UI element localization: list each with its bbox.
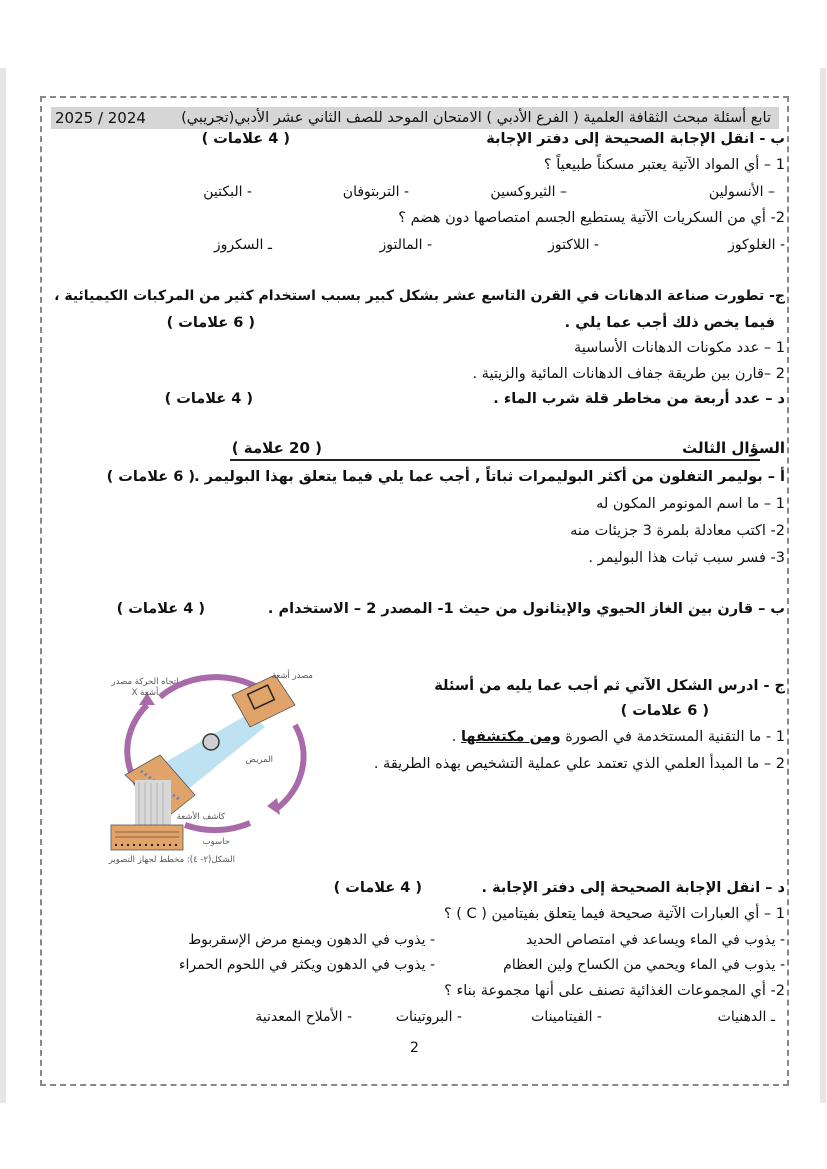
page-edge-right — [820, 68, 826, 1103]
section-b-q2-option: - الغلوكوز — [728, 237, 785, 253]
q3-part-a-item: 1 – ما اسم المونومر المكون له — [596, 496, 785, 512]
section-b-q1-option: - البكتين — [203, 184, 252, 200]
section-b-title: ب - انقل الإجابة الصحيحة إلى دفتر الإجابة — [486, 131, 785, 147]
q3-part-d-q1: 1 – أي العبارات الآتية صحيحة فيما يتعلق بفيتامين ( C ) ؟ — [443, 906, 785, 922]
header-year: 2025 / 2024 — [55, 109, 146, 127]
section-c-marks: ( 6 علامات ) — [166, 315, 255, 331]
ct-scanner-figure — [75, 665, 335, 870]
page-edge-left — [0, 68, 6, 1103]
detector-cables — [135, 780, 171, 832]
q3-part-d-q2-option: ـ الدهنيات — [717, 1009, 775, 1025]
header-title: تابع أسئلة مبحث الثقافة العلمية ( الفرع الأدبي ) الامتحان الموحد للصف الثاني عشر الأدبي(تجريبي) — [181, 110, 771, 126]
q3-part-c-item-1-underlined: ومن مكتشفها — [460, 729, 561, 745]
q3-part-c-marks: ( 6 علامات ) — [620, 703, 709, 719]
section-b-q1-option: - التربتوفان — [342, 184, 409, 200]
q3-part-c-item-2: 2 – ما المبدأ العلمي الذي تعتمد علي عملية التشخيص بهذه الطريقة . — [373, 756, 785, 772]
page-number: 2 — [410, 1040, 419, 1056]
figure-caption: الشكل(٢- ٤): مخطط لجهاز التصوير — [108, 855, 235, 865]
arrow-head-icon — [267, 798, 280, 815]
q3-part-c-text: ج - ادرس الشكل الآتي ثم أجب عما يليه من أسئلة — [434, 678, 785, 694]
figure-label-detector: كاشف الأشعة — [176, 812, 225, 822]
section-b-q2-option: - المالتوز — [379, 237, 432, 253]
section-b-q2-option: ـ السكروز — [213, 237, 272, 253]
q3-part-d-q2-option: - الأملاح المعدنية — [255, 1009, 352, 1025]
section-c-intro-2: فيما يخص ذلك أجب عما يلي . — [564, 315, 775, 331]
q3-part-d-q2-option: - الفيتامينات — [531, 1009, 602, 1025]
section-b-q2-option: - اللاكتوز — [548, 237, 599, 253]
question-3-title: السؤال الثالث — [682, 439, 785, 457]
patient-head — [203, 734, 219, 750]
q3-part-d-q1-option: - يذوب في الدهون ويمنع مرض الإسقربوط — [188, 932, 435, 948]
section-b-q1-option: – الأنسولين — [708, 184, 775, 200]
q3-part-a-item: 3- فسر سبب ثبات هذا البوليمر . — [588, 550, 785, 566]
q3-part-d-text: د – انقل الإجابة الصحيحة إلى دفتر الإجابة . — [481, 880, 785, 896]
computer — [111, 825, 183, 850]
figure-label-patient: المريض — [245, 755, 273, 765]
section-c-item: 1 – عدد مكونات الدهانات الأساسية — [573, 340, 785, 356]
section-c-intro: ج- تطورت صناعة الدهانات في القرن التاسع عشر بشكل كبير بسبب استخدام كثير من المركبات الكيميائية ، — [54, 288, 785, 304]
q3-part-b-text: ب – قارن بين الغاز الحيوي والإيثانول من حيث 1- المصدر 2 – الاستخدام . — [267, 601, 785, 617]
q3-part-c-item-1-end: . — [451, 729, 461, 745]
section-c-item: 2 –قارن بين طريقة جفاف الدهانات المائية والزيتية . — [472, 366, 785, 382]
figure-label-computer: حاسوب — [202, 837, 230, 847]
section-b-q1-option: – الثيروكسين — [490, 184, 567, 200]
q3-part-d-q2: 2- أي المجموعات الغذائية تصنف على أنها مجموعة بناء ؟ — [444, 983, 785, 999]
q3-part-a-marks: ( 6 علامات ) — [106, 469, 195, 485]
q3-part-d-q1-option: - يذوب في الماء ويحمي من الكساح ولين العظام — [503, 957, 785, 973]
q3-part-c-item-1 — [452, 729, 785, 745]
q3-part-d-q1-option: - يذوب في الدهون ويكثر في اللحوم الحمراء — [178, 957, 435, 973]
section-b-q1: 1 – أي المواد الآتية يعتبر مسكناً طبيعياً ؟ — [543, 157, 785, 173]
q3-part-c-item-1-text: 1 - ما التقنية المستخدمة في الصورة — [560, 729, 785, 745]
q3-part-a-item: 2- اكتب معادلة بلمرة 3 جزيئات منه — [570, 523, 785, 539]
section-d-marks: ( 4 علامات ) — [164, 391, 253, 407]
q3-part-a-text: أ – بوليمر التفلون من أكثر البوليمرات ثباتاً , أجب عما يلي فيما يتعلق بهذا البوليمر . — [194, 469, 785, 485]
figure-label-direction: اتجاه الحركة مصدر أشعة X — [111, 677, 179, 698]
q3-part-d-q1-option: - يذوب في الماء ويساعد في امتصاص الحديد — [525, 932, 785, 948]
question-3-marks: ( 20 علامة ) — [231, 439, 322, 457]
section-b-q2: 2- أي من السكريات الآتية يستطيع الجسم امتصاصها دون هضم ؟ — [398, 210, 785, 226]
section-d-text: د – عدد أربعة من مخاطر قلة شرب الماء . — [493, 391, 785, 407]
q3-part-d-q2-option: - البروتينات — [395, 1009, 462, 1025]
question-3-underline — [230, 459, 760, 461]
exam-header — [51, 107, 779, 129]
figure-label-source: مصدر أشعة — [271, 671, 313, 681]
section-b-marks: ( 4 علامات ) — [201, 131, 290, 147]
q3-part-d-marks: ( 4 علامات ) — [333, 880, 422, 896]
q3-part-b-marks: ( 4 علامات ) — [116, 601, 205, 617]
